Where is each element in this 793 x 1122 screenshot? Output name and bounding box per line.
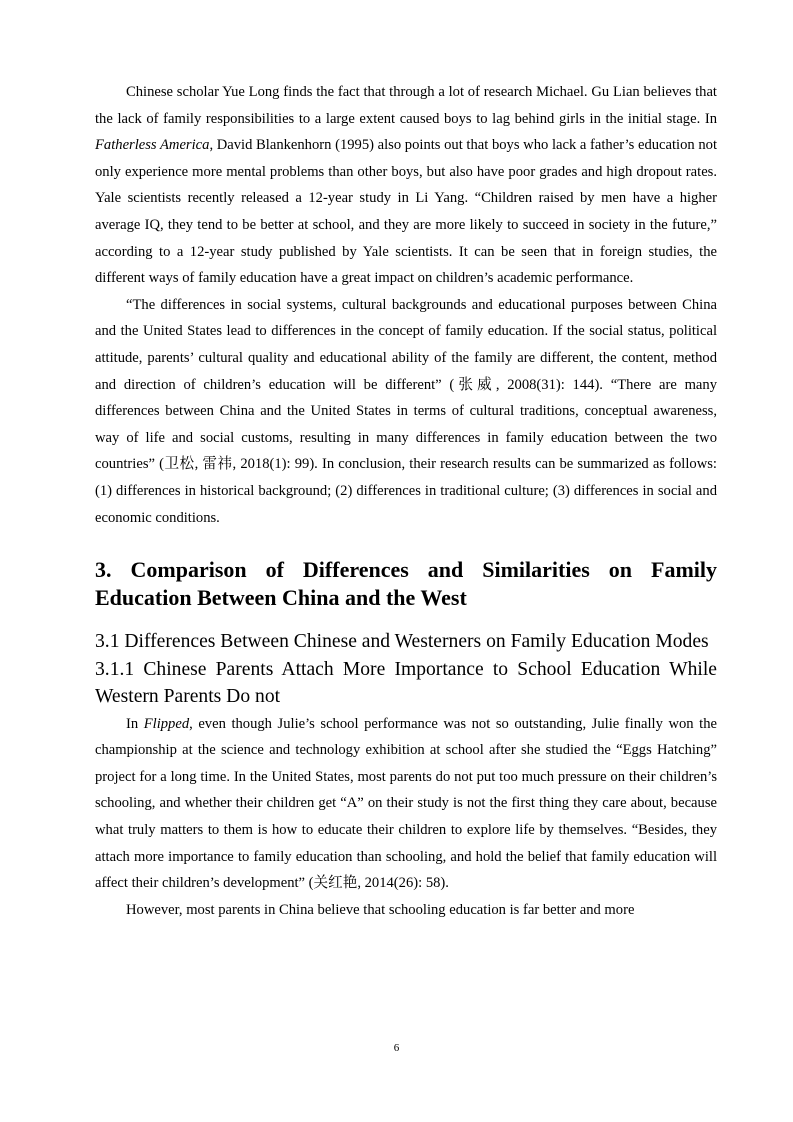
- page-content: [95, 79, 717, 923]
- subsection-heading: 3.1 Differences Between Chinese and Westerners on Family Education Modes: [95, 631, 709, 653]
- book-title-fatherless-america: Fatherless America: [95, 137, 210, 154]
- paragraph-text: Chinese scholar Yue Long finds the fact that through a lot of research Michael. Gu Lian believes that the lack of family responsibilities to a large extent caused boys to lag behind girls in the initial stage. In: [95, 84, 717, 127]
- paragraph-father-education: [95, 79, 717, 292]
- paragraph-text: , even though Julie’s school performance was not so outstanding, Julie finally won the championship at the science and technology exhibition at school after she studied the “Eggs Hatching” project for a long time. In the United States, most parents do not put too much pressure on their children’s schooling, and whether their children get “A” on their study is not the first thing they care about, because what truly matters to them is how to educate their children to explore life by themselves. “Besides, they attach more importance to family education than schooling, and hold the belief that family education will affect their children’s development” (关红艳, 2014(26): 58).: [95, 715, 717, 892]
- paragraph-china-schooling: However, most parents in China believe that schooling education is far better and more: [126, 901, 635, 918]
- subsubsection-heading: 3.1.1 Chinese Parents Attach More Importance to School Education While Western Parents Do not: [95, 658, 717, 708]
- page-number: 6: [393, 1042, 400, 1054]
- section-heading: 3. Comparison of Differences and Similarities on Family Education Between China and the West: [95, 557, 717, 610]
- paragraph-china-us-differences: “The differences in social systems, cultural backgrounds and educational purposes between China and the United States lead to differences in the concept of family education. If the social status, political attitude, parents’ cultural quality and educational ability of the family are different, the content, method and direction of children’s education will be different” (张威, 2008(31): 144). “There are many differences between China and the United States in terms of cultural traditions, conceptual awareness, way of life and social customs, resulting in many differences in family education between the two countries” (卫松, 雷祎, 2018(1): 99). In conclusion, their research results can be summarized as follows: (1) differences in historical background; (2) differences in traditional culture; (3) differences in social and economic conditions.: [95, 296, 717, 526]
- paragraph-text: In: [126, 715, 144, 732]
- film-title-flipped: Flipped: [143, 715, 190, 732]
- paragraph-text: , David Blankenhorn (1995) also points out that boys who lack a father’s education not only experience more mental problems than other boys, but also have poor grades and high dropout rates. Yale scientists recently released a 12-year study in Li Yang. “Children raised by men have a higher average IQ, they tend to be better at school, and they are more likely to succeed in society in the future,” according to a 12-year study published by Yale scientists. It can be seen that in foreign studies, the different ways of family education have a great impact on children’s academic performance.: [95, 137, 718, 287]
- paragraph-flipped-example: [95, 711, 717, 897]
